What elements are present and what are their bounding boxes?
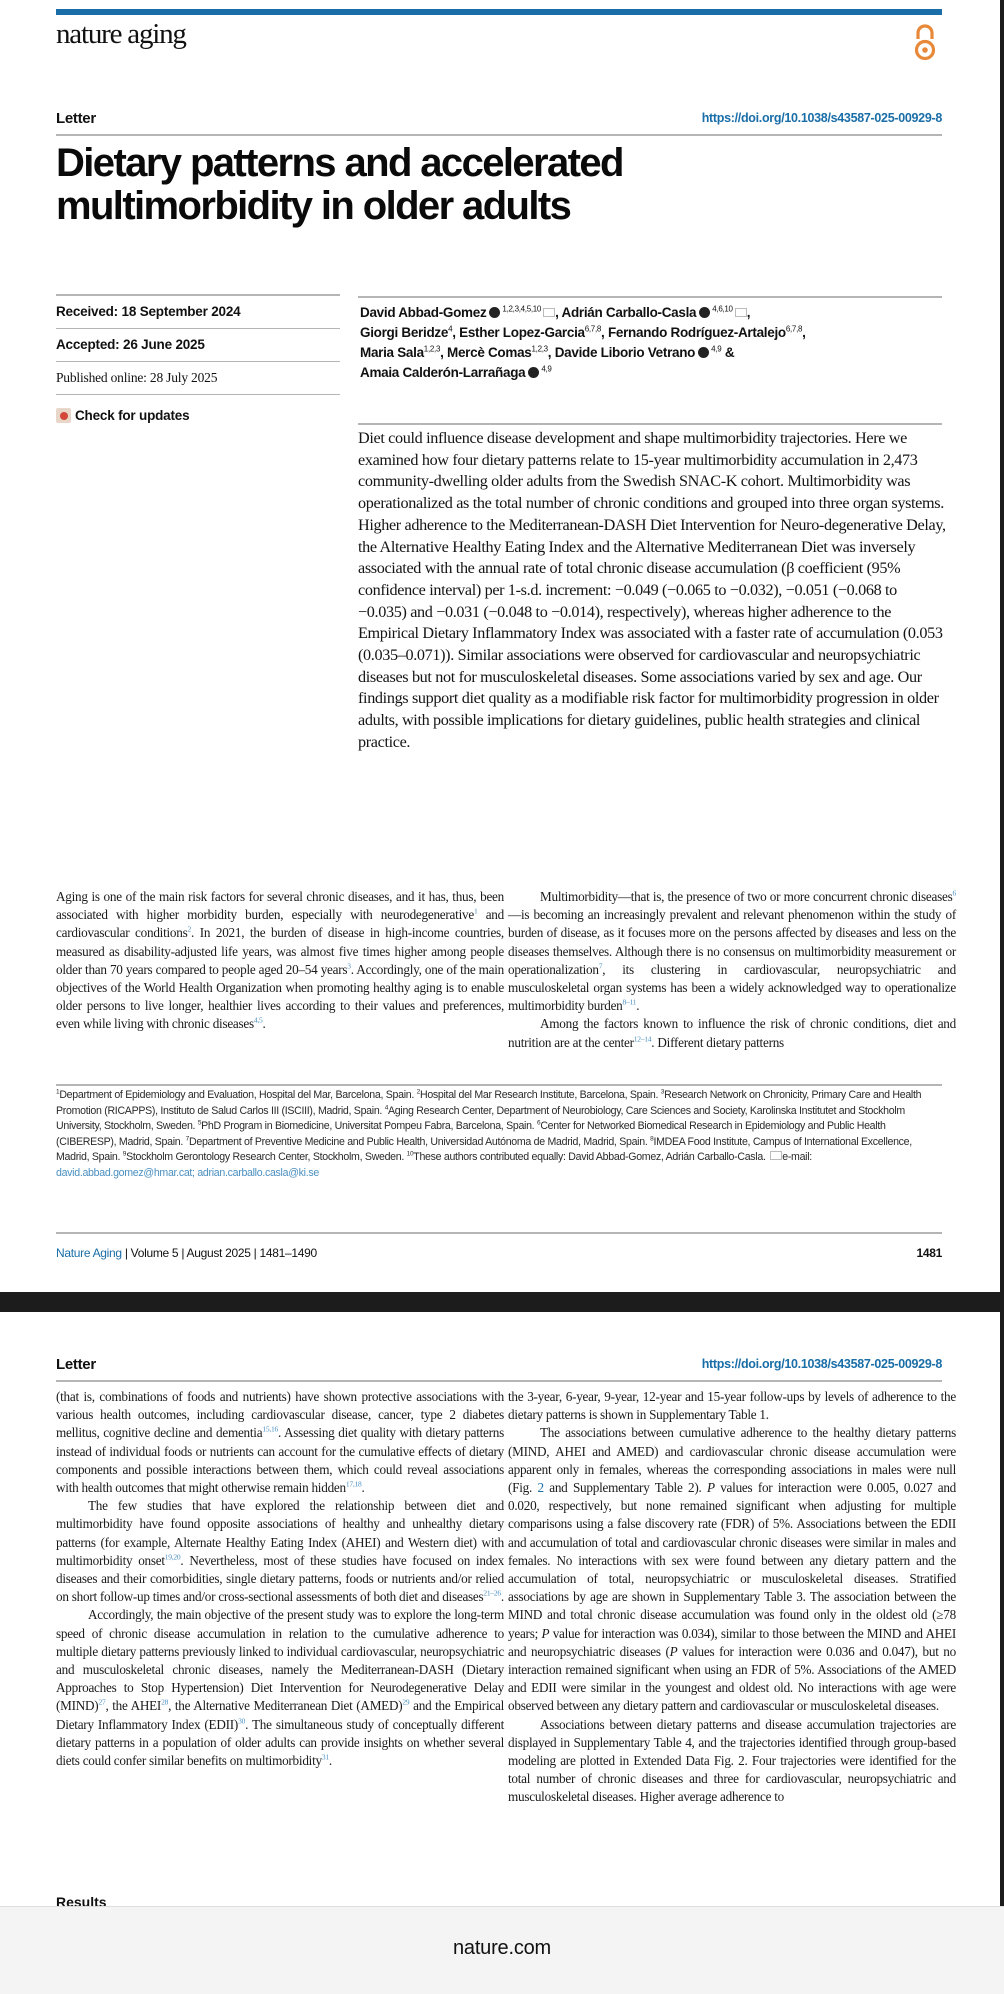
paragraph: Accordingly, the main objective of the present study was to explore the long-term speed of chronic disease accumulation in relation to the cumulative adherence to multiple dietary patterns previously linked to individual cardiovascular, neuropsychiatric and musculoskeletal chronic diseases, namely the Mediterranean-DASH (Dietary Approaches to Stop Hypertension) Diet Intervention for Neurodegenerative Delay (MIND)$^{27}$, the AHEI$^{28}$, the Alternative Mediterranean Diet (AMED)$^{29}$ and the Empirical Dietary Inflammatory Index (EDII)$^{30}$. The simultaneous study of conceptually different dietary patterns in a population of older adults can provide insights on whether several diets could confer similar benefits on multimorbidity$^{31}$. <box>56 1607 504 1769</box>
citation-link[interactable]: 15,16 <box>262 1425 278 1435</box>
corresponding-emails[interactable]: david.abbad.gomez@hmar.cat; adrian.carballo.casla@ki.se <box>56 1166 319 1179</box>
author[interactable] <box>459 325 601 340</box>
affiliation-number: 2 <box>416 1088 420 1096</box>
affiliation-number: 8 <box>650 1135 654 1143</box>
footer-divider <box>56 1232 942 1234</box>
authors-top-divider <box>358 296 942 298</box>
article-dates <box>56 296 340 428</box>
affiliation-marker: 6,7,8 <box>584 324 602 334</box>
author[interactable] <box>447 345 548 360</box>
citation-link[interactable]: 12–14 <box>633 1034 652 1044</box>
affiliation-marker: 4,9 <box>711 344 722 354</box>
check-for-updates-button[interactable] <box>56 395 340 428</box>
divider <box>56 1380 942 1382</box>
citation-link[interactable]: 19,20 <box>164 1552 181 1562</box>
citation-link[interactable]: 28 <box>161 1698 169 1708</box>
paragraph: Associations between dietary patterns and disease accumulation trajectories are displayed in Supplementary Table 4, and the trajectories identified through group-based modeling are plotted in Extended Data Fig. 2. Four trajectories were identified for the total number of chronic diseases and three for cardiovascular, neuropsychiatric and musculoskeletal diseases. Higher average adherence to <box>508 1716 956 1805</box>
doi-link[interactable]: https://doi.org/10.1038/s43587-025-00929-8 <box>701 1357 942 1371</box>
paragraph: Aging is one of the main risk factors for several chronic diseases, and it has, thus, been associated with higher morbidity burden, especially with neurodegenerative$^1$ and cardiovascular conditions$^2$. In 2021, the burden of disease in high-income countries, measured as disability-adjusted life years, was almost five times higher among people older than 70 years compared to people aged 20–54 years$^3$. Accordingly, one of the main objectives of the World Health Organization when promoting healthy aging is to enable older persons to live longer, healthier lives according to their values and preferences, even while living with chronic diseases$^{4,5}$. <box>56 889 505 1032</box>
footer-journal-link[interactable]: Nature Aging <box>56 1246 122 1260</box>
citation-link[interactable]: 27 <box>98 1698 106 1708</box>
affiliation-number: 7 <box>185 1135 189 1143</box>
journal-logo[interactable]: nature aging <box>56 18 186 50</box>
orcid-icon[interactable] <box>528 367 539 378</box>
authors-bottom-divider <box>358 423 942 425</box>
citation-link[interactable]: 30 <box>238 1716 246 1726</box>
affiliation-text: Stockholm Gerontology Research Center, Stockholm, Sweden. <box>126 1151 407 1164</box>
citation-link[interactable]: 31 <box>321 1752 329 1762</box>
url-text[interactable]: nature.com <box>452 1937 552 1959</box>
affiliation-number: 10 <box>406 1150 414 1158</box>
affiliation-text: PhD Program in Biomedicine, Universitat Pompeu Fabra, Barcelona, Spain. <box>201 1120 537 1133</box>
affiliation-text: IMDEA Food Institute, Campus of International Excellence, Madrid, Spain. <box>56 1135 912 1164</box>
browser-address-bar[interactable] <box>0 1906 1004 1994</box>
affiliation-text: Hospital del Mar Research Institute, Barcelona, Spain. <box>419 1089 661 1101</box>
affiliation-number: 4 <box>384 1104 389 1112</box>
author[interactable] <box>360 305 555 320</box>
figure-link[interactable]: 2 <box>537 1480 544 1496</box>
affiliation-number: 3 <box>660 1088 665 1096</box>
affiliations-divider <box>56 1084 942 1086</box>
author-list: David Abbad-Gomez $^{1,2,3,4,5,10}$ , Adrián Carballo-Casla $^{4,6,10}$ , Giorgi Beridze$^4$, Esther Lopez-Garcia$^{6,7,8}$, Fernando Rodríguez-Artalejo$^{6,7,8}$, Maria Sala$^{1,2,3}$, Mercè Comas$^{1,2,3}$, Davide Liborio Vetrano $^{4,9}$ & Amaia Calderón-Larrañaga $^{4,9}$ <box>360 304 806 380</box>
author-name[interactable]: Giorgi Beridze <box>360 325 449 340</box>
paragraph: Multimorbidity—that is, the presence of two or more concurrent chronic diseases$^6$—is becoming an increasingly prevalent and relevant phenomenon within the study of burden of disease, as it focuses more on the persons affected by diseases and less on the diseases themselves. Although there is no consensus on multimorbidity measurement or operationalization$^7$, its clustering in cardiovascular, neuropsychiatric and musculoskeletal organ systems has been a widely acknowledged way to operationalize multimorbidity burden$^{8-11}$. <box>508 888 956 1014</box>
author[interactable] <box>608 325 802 340</box>
citation-link[interactable]: 2 <box>187 925 191 935</box>
pdf-page-2 <box>0 1312 1000 1906</box>
affiliation-marker: 6,7,8 <box>785 324 803 334</box>
page-number: 1481 <box>916 1246 942 1260</box>
author[interactable] <box>555 345 722 360</box>
citation-link[interactable]: 1 <box>473 906 478 916</box>
body-column-left <box>56 888 504 1034</box>
author-name[interactable]: Esther Lopez-Garcia <box>459 325 585 340</box>
author[interactable] <box>360 365 552 380</box>
orcid-icon[interactable] <box>489 307 500 318</box>
affiliation-marker: 1,2,3 <box>423 344 441 354</box>
orcid-icon[interactable] <box>699 307 710 318</box>
author[interactable] <box>360 345 440 360</box>
paragraph: the 3-year, 6-year, 9-year, 12-year and 15-year follow-ups by levels of adherence to the dietary patterns is shown in Supplementary Table 1. <box>508 1389 956 1423</box>
affiliation-marker: 4,9 <box>541 364 552 374</box>
affiliation-number: 9 <box>122 1150 127 1158</box>
article-header <box>56 110 942 130</box>
author[interactable] <box>562 305 747 320</box>
doi-link[interactable]: https://doi.org/10.1038/s43587-025-00929-8 <box>701 111 942 125</box>
affiliation-marker: 4 <box>448 324 453 334</box>
affiliation-marker: 1,2,3 <box>531 344 548 354</box>
paragraph: The few studies that have explored the relationship between diet and multimorbidity have found opposite associations of healthy and unhealthy dietary patterns (for example, Alternate Healthy Eating Index (AHEI) and Western diet) with multimorbidity onset$^{19,20}$. Nevertheless, most of these studies have focused on index diseases and their comorbidities, single dietary patterns, foods or nutrients and/or relied on short follow-up times and/or cross-sectional assessments of both diet and diseases$^{21-26}$. <box>56 1498 504 1605</box>
author-name[interactable]: Maria Sala <box>360 345 424 360</box>
page-footer <box>56 1246 942 1260</box>
author-name[interactable]: Adrián Carballo-Casla <box>561 305 697 320</box>
citation-link[interactable]: 29 <box>402 1698 410 1708</box>
citation-link[interactable]: 6 <box>952 888 956 898</box>
affiliation-text: Aging Research Center, Department of Neurobiology, Care Sciences and Society, Karolinska Institutet and Stockholm University, Stockholm, Sweden. <box>56 1104 905 1133</box>
page-edge <box>1000 0 1004 1292</box>
affiliation-marker: 4,6,10 <box>712 304 733 314</box>
affiliations: $^1$Department of Epidemiology and Evaluation, Hospital del Mar, Barcelona, Spain. $^2$Hospital del Mar Research Institute, Barcelona, Spain. $^3$Research Network on Chronicity, Primary Care and Health Promotion (RICAPPS), Instituto de Salud Carlos III (ISCIII), Madrid, Spain. $^4$Aging Research Center, Department of Neurobiology, Care Sciences and Society, Karolinska Institutet and Stockholm University, Stockholm, Sweden. $^5$PhD Program in Biomedicine, Universitat Pompeu Fabra, Barcelona, Spain. $^6$Center for Networked Biomedical Research in Epidemiology and Public Health (CIBERESP), Madrid, Spain. $^7$Department of Preventive Medicine and Public Health, Universidad Autónoma de Madrid, Madrid, Spain. $^8$IMDEA Food Institute, Campus of International Excellence, Madrid, Spain. $^9$Stockholm Gerontology Research Center, Stockholm, Sweden. $^{10}$These authors contributed equally: David Abbad-Gomez, Adrián Carballo-Casla. e-mail: david.abbad.gomez@hmar.cat; adrian.carballo.casla@ki.se <box>56 1088 922 1179</box>
body-column-left <box>56 1388 504 1770</box>
paragraph: (that is, combinations of foods and nutrients) have shown protective associations with various health outcomes, including cardiovascular disease, cancer, type 2 diabetes mellitus, cognitive decline and dementia$^{15,16}$. Assessing diet quality with dietary patterns instead of individual foods or nutrients can account for the cumulative effects of dietary components and possible interactions between them, which could reveal associations with health outcomes that might otherwise remain hidden$^{17,18}$. <box>56 1389 505 1496</box>
orcid-icon[interactable] <box>698 347 709 358</box>
abstract: Diet could influence disease development and shape multimorbidity trajectories. Here we examined how four dietary patterns relate to 15-year multimorbidity accumulation in 2,473 community-dwelling older adults from the Swedish SNAC-K cohort. Multimorbidity was operationalized as the total number of chronic conditions and grouped into three organ systems. Higher adherence to the Mediterranean-DASH Diet Intervention for Neuro-degenerative Delay, the Alternative Healthy Eating Index and the Alternative Mediterranean Diet was inversely associated with the annual rate of total chronic disease accumulation (β coefficient (95% confidence interval) per 1-s.d. increment: −0.049 (−0.065 to −0.032), −0.051 (−0.068 to −0.035) and −0.031 (−0.048 to −0.014), respectively), whereas higher adherence to the Empirical Dietary Inflammatory Index was associated with a faster rate of accumulation (0.053 (0.035–0.071)). Similar associations were observed for cardiovascular and neuropsychiatric diseases but not for musculoskeletal diseases. Some associations varied by sex and age. Our findings support diet quality as a modifiable risk factor for multimorbidity progression in older adults, with possible implications for dietary guidelines, public health strategies and clinical practice. <box>358 429 946 751</box>
article-type: Letter <box>56 1356 96 1373</box>
article-title: Dietary patterns and accelerated multimorbidity in older adults <box>56 141 623 228</box>
section-heading-results: Results <box>56 1894 107 1906</box>
citation-link[interactable]: 3 <box>347 961 351 971</box>
article-header <box>56 1356 942 1376</box>
citation-link[interactable]: 4,5 <box>253 1016 263 1026</box>
body-column-right <box>508 888 956 1052</box>
author-name[interactable]: Mercè Comas <box>447 345 532 360</box>
open-access-icon <box>913 22 937 62</box>
email-icon[interactable] <box>543 308 555 317</box>
article-type: Letter <box>56 110 96 127</box>
journal-color-bar <box>56 9 942 15</box>
citation-link[interactable]: 8–11 <box>622 997 637 1007</box>
email-icon[interactable] <box>735 308 747 317</box>
email-icon <box>770 1151 782 1160</box>
affiliation-marker: 1,2,3,4,5,10 <box>502 304 542 314</box>
affiliation-number: 1 <box>56 1088 60 1096</box>
author-name[interactable]: David Abbad-Gomez <box>360 305 487 320</box>
citation-link[interactable]: 17,18 <box>345 1479 362 1489</box>
author[interactable] <box>360 325 452 340</box>
published-date: Published online: 28 July 2025 <box>56 362 340 395</box>
paragraph: Among the factors known to influence the risk of chronic conditions, diet and nutrition are at the center$^{12-14}$. Different dietary patterns <box>508 1016 956 1050</box>
author-name[interactable]: Amaia Calderón-Larrañaga <box>360 365 526 380</box>
citation-link[interactable]: 7 <box>598 961 603 971</box>
accepted-date: Accepted: 26 June 2025 <box>56 329 340 362</box>
affiliation-number: 5 <box>197 1119 202 1127</box>
affiliation-text: Department of Preventive Medicine and Public Health, Universidad Autónoma de Madrid, Madrid, Spain. <box>189 1135 651 1148</box>
affiliation-text: Department of Epidemiology and Evaluation, Hospital del Mar, Barcelona, Spain. <box>59 1089 417 1101</box>
body-column-right <box>508 1388 956 1807</box>
paragraph: The associations between cumulative adherence to the healthy dietary patterns (MIND, AHEI and AMED) and cardiovascular chronic disease accumulation were apparent only in females, whereas the corresponding associations in males were null (Fig. 2 and Supplementary Table 2). P values for interaction were 0.005, 0.027 and 0.020, respectively, but none remained significant when adjusting for multiple comparisons using a false discovery rate (FDR) of 5%. Associations between the EDII and accumulation of total and cardiovascular chronic diseases were similar in males and females. No interactions with sex were found between any dietary pattern and the accumulation of total, neuropsychiatric or musculoskeletal diseases. Stratified associations by age are shown in Supplementary Table 3. The association between the MIND and total chronic disease accumulation was found only in the oldest old (≥78 years; P value for interaction was 0.034), similar to those between the MIND and AHEI and neuropsychiatric diseases (P values for interaction were 0.036 and 0.047), but no interaction remained significant when using an FDR of 5%. Associations of the AMED and EDII were similar in the youngest and oldest old. No interactions with age were observed between any dietary pattern and cardiovascular or musculoskeletal diseases. <box>508 1425 957 1714</box>
citation-link[interactable]: 21–26 <box>483 1588 501 1598</box>
divider <box>56 134 942 136</box>
affiliation-text: These authors contributed equally: David Abbad-Gomez, Adrián Carballo-Casla. <box>413 1151 769 1164</box>
affiliation-text: Research Network on Chronicity, Primary Care and Health Promotion (RICAPPS), Instituto de Salud Carlos III (ISCIII), Madrid, Spain. <box>56 1089 922 1117</box>
check-for-updates-label: Check for updates <box>75 408 190 423</box>
author-name[interactable]: Fernando Rodríguez-Artalejo <box>607 325 786 340</box>
received-date: Received: 18 September 2024 <box>56 296 340 329</box>
affiliation-text: Center for Networked Biomedical Research in Epidemiology and Public Health (CIBERESP), Madrid, Spain. <box>56 1120 886 1148</box>
author-name[interactable]: Davide Liborio Vetrano <box>554 345 696 360</box>
crossmark-icon <box>56 408 71 423</box>
affiliation-number: 6 <box>536 1119 541 1127</box>
footer-citation: | Volume 5 | August 2025 | 1481–1490 <box>121 1246 317 1260</box>
